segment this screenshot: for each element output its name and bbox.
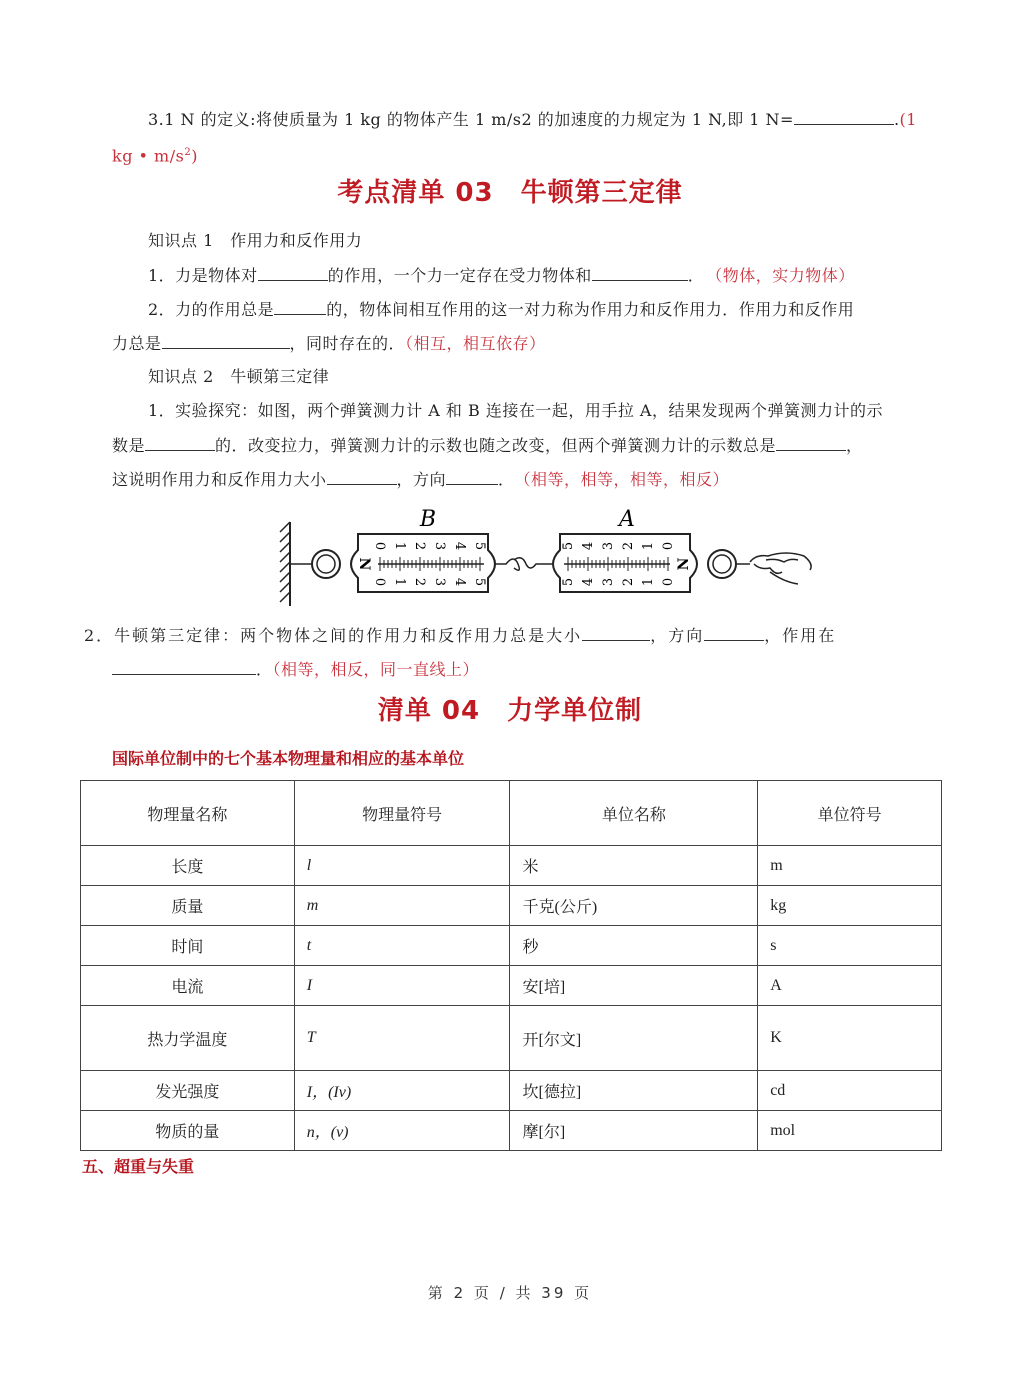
cell-symbol: T bbox=[294, 1006, 510, 1071]
svg-text:0: 0 bbox=[661, 541, 676, 551]
table-row bbox=[81, 1006, 942, 1071]
kp2-item-1-cont2 bbox=[112, 468, 729, 491]
cell-symbol: I bbox=[294, 966, 510, 1006]
svg-text:3: 3 bbox=[432, 541, 447, 551]
header-quantity-name: 物理量名称 bbox=[81, 781, 295, 846]
spring-scale-figure bbox=[270, 500, 830, 612]
text: 力总是 bbox=[112, 334, 162, 353]
cell-unit-name: 安[培] bbox=[510, 966, 758, 1006]
cell-unit-symbol: m bbox=[758, 846, 942, 886]
section-heading-04: 清单 04 力学单位制 bbox=[377, 696, 643, 726]
answer-text: （物体，实力物体） bbox=[714, 266, 855, 285]
svg-text:N: N bbox=[676, 557, 692, 571]
knowledge-point-1-title: 知识点 1 作用力和反作用力 bbox=[148, 231, 363, 250]
text: ， bbox=[846, 436, 863, 455]
footer-suffix: 页 bbox=[574, 1284, 593, 1302]
kp1-item-2 bbox=[148, 298, 854, 321]
page-footer bbox=[0, 1282, 1020, 1303]
superscript: 2 bbox=[184, 147, 192, 158]
text: 的作用，一个力一定存在受力物体和 bbox=[327, 266, 592, 285]
knowledge-point-2-title: 知识点 2 牛顿第三定律 bbox=[148, 367, 330, 386]
page-number: 2 bbox=[453, 1284, 467, 1302]
blank bbox=[446, 468, 498, 485]
cell-symbol: n，(v) bbox=[294, 1111, 510, 1151]
header-unit-name: 单位名称 bbox=[510, 781, 758, 846]
text: 数是 bbox=[112, 436, 146, 455]
answer-text: （相互，相互依存） bbox=[405, 334, 546, 353]
text: 2．牛顿第三定律：两个物体之间的作用力和反作用力总是大小 bbox=[84, 626, 583, 645]
text: ． bbox=[498, 470, 515, 489]
section-5-heading: 五、超重与失重 bbox=[82, 1157, 195, 1176]
text: ． bbox=[256, 660, 273, 679]
table-row bbox=[81, 966, 942, 1006]
cell-unit-name: 秒 bbox=[510, 926, 758, 966]
svg-text:0: 0 bbox=[372, 541, 387, 551]
cell-name: 质量 bbox=[81, 886, 295, 926]
table-caption: 国际单位制中的七个基本物理量和相应的基本单位 bbox=[112, 749, 465, 768]
wall-icon bbox=[280, 522, 290, 606]
blank bbox=[794, 108, 894, 125]
cell-symbol: l bbox=[294, 846, 510, 886]
total-pages: 39 bbox=[541, 1284, 567, 1302]
cell-unit-name: 开[尔文] bbox=[510, 1006, 758, 1071]
si-units-table bbox=[80, 780, 942, 1151]
blank bbox=[145, 434, 215, 451]
footer-prefix: 第 bbox=[427, 1284, 446, 1302]
svg-text:4: 4 bbox=[581, 577, 596, 587]
newton-definition bbox=[148, 108, 917, 131]
cell-unit-symbol: mol bbox=[758, 1111, 942, 1151]
svg-text:3: 3 bbox=[601, 577, 616, 587]
third-law-statement-cont bbox=[112, 658, 479, 681]
svg-text:2: 2 bbox=[621, 577, 636, 587]
kp2-item-1-cont bbox=[112, 434, 863, 457]
cell-name: 热力学温度 bbox=[81, 1006, 295, 1071]
svg-text:4: 4 bbox=[581, 541, 596, 551]
period: . bbox=[893, 110, 900, 129]
cell-unit-symbol: cd bbox=[758, 1071, 942, 1111]
svg-text:3: 3 bbox=[601, 541, 616, 551]
table-row bbox=[81, 886, 942, 926]
kp1-item-1 bbox=[148, 264, 855, 287]
svg-text:4: 4 bbox=[452, 541, 467, 551]
cell-unit-symbol: A bbox=[758, 966, 942, 1006]
hook-icon bbox=[496, 558, 552, 571]
text: 的．改变拉力，弹簧测力计的示数也随之改变，但两个弹簧测力计的示数总是 bbox=[215, 436, 777, 455]
cell-name: 长度 bbox=[81, 846, 295, 886]
text: ，同时存在的． bbox=[289, 334, 406, 353]
answer-unit: kg • m/s bbox=[112, 146, 185, 166]
table-header-row bbox=[81, 781, 942, 846]
hand-icon bbox=[750, 553, 811, 584]
cell-name: 电流 bbox=[81, 966, 295, 1006]
kp1-item-2-cont bbox=[112, 332, 546, 355]
newton-definition-text: 3.1 N 的定义:将使质量为 1 kg 的物体产生 1 m/s2 的加速度的力规定为 1 N,即 1 N= bbox=[148, 110, 794, 129]
spring-scale-a bbox=[553, 507, 697, 592]
kp2-item-1: 1．实验探究：如图，两个弹簧测力计 A 和 B 连接在一起，用手拉 A，结果发现两个弹簧测力计的示 bbox=[148, 401, 883, 420]
newton-definition-answer bbox=[112, 142, 198, 167]
table-row bbox=[81, 846, 942, 886]
table-row bbox=[81, 1071, 942, 1111]
blank bbox=[776, 434, 846, 451]
svg-text:B: B bbox=[419, 507, 437, 532]
svg-text:5: 5 bbox=[561, 577, 576, 587]
answer-text: （相等，相等，相等，相反） bbox=[522, 470, 730, 489]
ring-icon bbox=[312, 550, 340, 578]
text: ，方向 bbox=[396, 470, 447, 489]
footer-mid: 页 / 共 bbox=[473, 1284, 534, 1302]
svg-text:1: 1 bbox=[641, 577, 656, 587]
blank bbox=[258, 264, 328, 281]
cell-unit-symbol: kg bbox=[758, 886, 942, 926]
blank bbox=[274, 298, 326, 315]
blank bbox=[582, 624, 650, 641]
svg-text:1: 1 bbox=[392, 541, 407, 551]
cell-unit-symbol: s bbox=[758, 926, 942, 966]
text: ，作用在 bbox=[764, 626, 837, 645]
text: 的，物体间相互作用的这一对力称为作用力和反作用力．作用力和反作用 bbox=[326, 300, 855, 319]
answer-text: （相等，相反，同一直线上） bbox=[272, 660, 480, 679]
text: ，方向 bbox=[650, 626, 705, 645]
svg-text:1: 1 bbox=[641, 541, 656, 551]
cell-unit-symbol: K bbox=[758, 1006, 942, 1071]
blank bbox=[162, 332, 290, 349]
svg-text:1: 1 bbox=[392, 577, 407, 587]
svg-text:2: 2 bbox=[412, 577, 427, 587]
header-unit-symbol: 单位符号 bbox=[758, 781, 942, 846]
third-law-statement bbox=[84, 624, 836, 647]
text: 这说明作用力和反作用力大小 bbox=[112, 470, 327, 489]
text: 1．力是物体对 bbox=[148, 266, 258, 285]
cell-name: 物质的量 bbox=[81, 1111, 295, 1151]
svg-text:5: 5 bbox=[472, 577, 487, 587]
cell-unit-name: 坎[德拉] bbox=[510, 1071, 758, 1111]
svg-text:5: 5 bbox=[561, 541, 576, 551]
cell-unit-name: 米 bbox=[510, 846, 758, 886]
svg-text:5: 5 bbox=[472, 541, 487, 551]
text: ． bbox=[687, 266, 705, 285]
cell-name: 时间 bbox=[81, 926, 295, 966]
svg-text:3: 3 bbox=[432, 577, 447, 587]
blank bbox=[704, 624, 764, 641]
cell-symbol: m bbox=[294, 886, 510, 926]
table-row bbox=[81, 1111, 942, 1151]
text: 2．力的作用总是 bbox=[148, 300, 275, 319]
svg-text:2: 2 bbox=[412, 541, 427, 551]
answer-close: ) bbox=[191, 146, 198, 166]
ring-icon bbox=[708, 550, 736, 578]
blank bbox=[112, 658, 256, 675]
blank bbox=[327, 468, 397, 485]
table-row bbox=[81, 926, 942, 966]
svg-text:N: N bbox=[356, 557, 372, 571]
svg-text:0: 0 bbox=[661, 577, 676, 587]
cell-name: 发光强度 bbox=[81, 1071, 295, 1111]
svg-text:A: A bbox=[619, 507, 635, 532]
cell-unit-name: 千克(公斤) bbox=[510, 886, 758, 926]
cell-symbol: t bbox=[294, 926, 510, 966]
header-quantity-symbol: 物理量符号 bbox=[294, 781, 510, 846]
svg-text:4: 4 bbox=[452, 577, 467, 587]
cell-unit-name: 摩[尔] bbox=[510, 1111, 758, 1151]
svg-text:0: 0 bbox=[372, 577, 387, 587]
spring-scale-b bbox=[351, 507, 495, 592]
answer-text: (1 bbox=[899, 110, 917, 129]
cell-symbol: I，(Iv) bbox=[294, 1071, 510, 1111]
svg-text:2: 2 bbox=[621, 541, 636, 551]
section-heading-03: 考点清单 03 牛顿第三定律 bbox=[337, 178, 683, 208]
blank bbox=[592, 264, 688, 281]
